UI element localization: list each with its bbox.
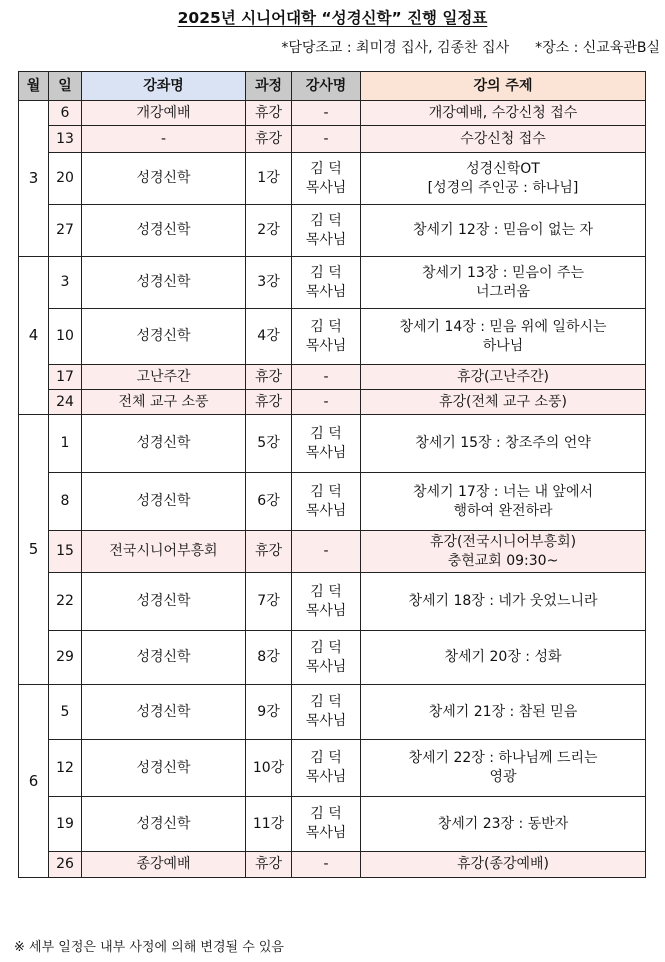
table-row [19,390,646,415]
lecturer-cell: 김 덕 목사님 [292,740,361,797]
lecturer-cell: 김 덕 목사님 [292,415,361,473]
location: *장소 : 신교육관B실 [535,40,660,56]
course-cell: 성경신학 [82,573,246,631]
day-cell: 22 [49,573,82,631]
session-cell: 8강 [246,631,292,685]
topic-cell: 창세기 12장 : 믿음이 없는 자 [361,205,646,257]
table-row [19,740,646,797]
table-row [19,309,646,365]
lecturer-cell: - [292,390,361,415]
lecturer-cell: - [292,852,361,878]
session-cell: 11강 [246,797,292,852]
day-cell: 26 [49,852,82,878]
lecturer-cell: 김 덕 목사님 [292,685,361,740]
session-cell: 2강 [246,205,292,257]
header-course: 강좌명 [82,72,246,101]
session-cell: 10강 [246,740,292,797]
lecturer-cell: - [292,365,361,390]
table-row [19,415,646,473]
course-cell: 성경신학 [82,473,246,531]
lecturer-cell: 김 덕 목사님 [292,257,361,309]
lecturer-cell: - [292,531,361,573]
month-cell: 4 [19,257,49,415]
table-row [19,473,646,531]
table-row [19,126,646,153]
header-month: 월 [19,72,49,101]
session-cell: 휴강 [246,101,292,126]
lecturer-cell: - [292,126,361,153]
topic-cell: 창세기 21장 : 참된 믿음 [361,685,646,740]
course-cell: 개강예배 [82,101,246,126]
header-day: 일 [49,72,82,101]
course-cell: 성경신학 [82,631,246,685]
topic-cell: 창세기 13장 : 믿음이 주는 너그러움 [361,257,646,309]
page-title: 2025년 시니어대학 “성경신학” 진행 일정표 [177,9,488,27]
topic-cell: 휴강(전체 교구 소풍) [361,390,646,415]
day-cell: 15 [49,531,82,573]
session-cell: 휴강 [246,365,292,390]
course-cell: 성경신학 [82,797,246,852]
course-cell: 성경신학 [82,205,246,257]
day-cell: 10 [49,309,82,365]
table-row [19,531,646,573]
course-cell: 성경신학 [82,309,246,365]
day-cell: 13 [49,126,82,153]
topic-cell: 개강예배, 수강신청 접수 [361,101,646,126]
session-cell: 4강 [246,309,292,365]
month-cell: 5 [19,415,49,685]
session-cell: 휴강 [246,852,292,878]
session-cell: 휴강 [246,126,292,153]
day-cell: 1 [49,415,82,473]
lecturer-cell: 김 덕 목사님 [292,573,361,631]
session-cell: 1강 [246,153,292,205]
course-cell: 성경신학 [82,153,246,205]
day-cell: 5 [49,685,82,740]
table-row [19,685,646,740]
topic-cell: 휴강(전국시니어부흥회) 충현교회 09:30~ [361,531,646,573]
table-row [19,101,646,126]
topic-cell: 창세기 22장 : 하나님께 드리는 영광 [361,740,646,797]
session-cell: 7강 [246,573,292,631]
course-cell: 고난주간 [82,365,246,390]
topic-cell: 수강신청 접수 [361,126,646,153]
topic-cell: 창세기 20장 : 성화 [361,631,646,685]
topic-cell: 성경신학OT [성경의 주인공 : 하나님] [361,153,646,205]
course-cell: 성경신학 [82,740,246,797]
course-cell: 성경신학 [82,257,246,309]
session-cell: 6강 [246,473,292,531]
topic-cell: 휴강(종강예배) [361,852,646,878]
lecturer-cell: 김 덕 목사님 [292,473,361,531]
topic-cell: 창세기 15장 : 창조주의 언약 [361,415,646,473]
person-in-charge: *담당조교 : 최미경 집사, 김종찬 집사 [281,40,510,56]
table-row [19,365,646,390]
course-cell: 전체 교구 소풍 [82,390,246,415]
table-row [19,573,646,631]
day-cell: 19 [49,797,82,852]
month-cell: 3 [19,101,49,257]
day-cell: 3 [49,257,82,309]
lecturer-cell: 김 덕 목사님 [292,309,361,365]
course-cell: 전국시니어부흥회 [82,531,246,573]
table-row [19,205,646,257]
session-cell: 3강 [246,257,292,309]
session-cell: 휴강 [246,531,292,573]
lecturer-cell: 김 덕 목사님 [292,797,361,852]
table-row [19,797,646,852]
schedule-table [18,71,646,878]
course-cell: 종강예배 [82,852,246,878]
course-cell: 성경신학 [82,415,246,473]
topic-cell: 창세기 14장 : 믿음 위에 일하시는 하나님 [361,309,646,365]
header-session: 과정 [246,72,292,101]
table-row [19,257,646,309]
day-cell: 8 [49,473,82,531]
header-lecturer: 강사명 [292,72,361,101]
topic-cell: 휴강(고난주간) [361,365,646,390]
day-cell: 29 [49,631,82,685]
course-cell: 성경신학 [82,685,246,740]
table-header-row [19,72,646,101]
header-topic: 강의 주제 [361,72,646,101]
day-cell: 24 [49,390,82,415]
day-cell: 17 [49,365,82,390]
session-cell: 9강 [246,685,292,740]
topic-cell: 창세기 17장 : 너는 내 앞에서 행하여 완전하라 [361,473,646,531]
session-cell: 5강 [246,415,292,473]
day-cell: 12 [49,740,82,797]
course-cell: - [82,126,246,153]
footnote: ※ 세부 일정은 내부 사정에 의해 변경될 수 있음 [14,940,284,955]
table-row [19,852,646,878]
day-cell: 6 [49,101,82,126]
lecturer-cell: 김 덕 목사님 [292,631,361,685]
lecturer-cell: 김 덕 목사님 [292,153,361,205]
lecturer-cell: - [292,101,361,126]
month-cell: 6 [19,685,49,878]
table-row [19,631,646,685]
topic-cell: 창세기 23장 : 동반자 [361,797,646,852]
session-cell: 휴강 [246,390,292,415]
topic-cell: 창세기 18장 : 네가 웃었느니라 [361,573,646,631]
table-row [19,153,646,205]
day-cell: 20 [49,153,82,205]
day-cell: 27 [49,205,82,257]
lecturer-cell: 김 덕 목사님 [292,205,361,257]
info-line [0,37,660,57]
